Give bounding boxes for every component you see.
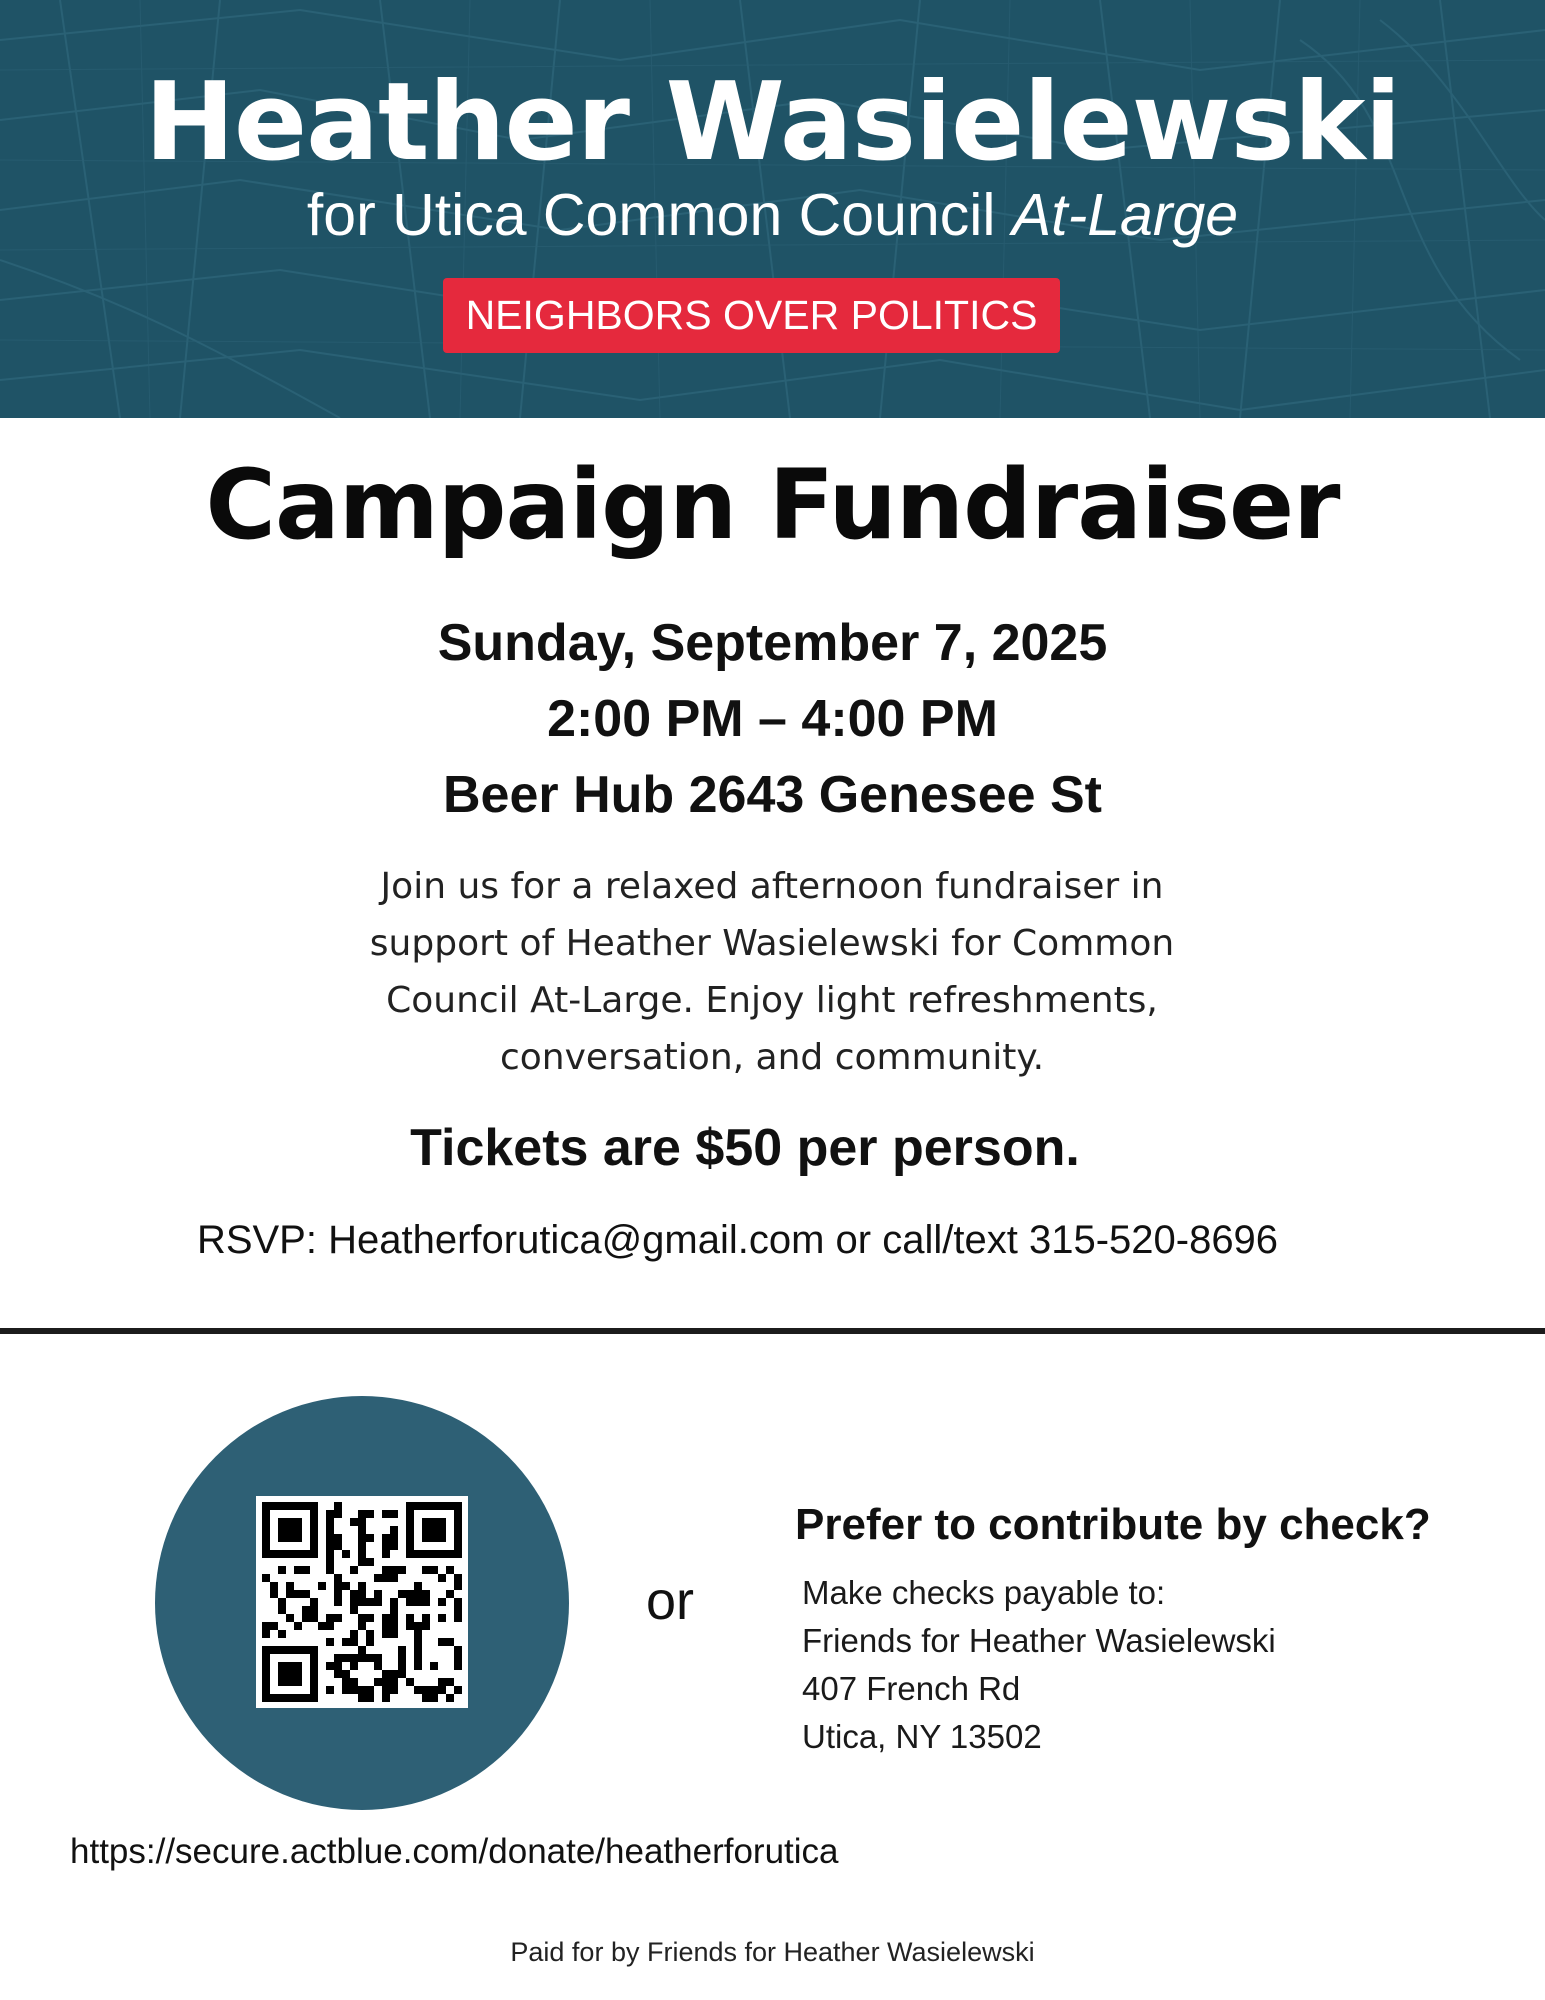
check-heading: Prefer to contribute by check?	[795, 1500, 1431, 1549]
page-title: Campaign Fundraiser	[205, 449, 1340, 561]
or-label: or	[645, 1571, 694, 1631]
check-payable-label: Make checks payable to:	[802, 1574, 1166, 1611]
check-address-city: Utica, NY 13502	[802, 1718, 1042, 1755]
check-address-street: 407 French Rd	[802, 1670, 1021, 1707]
rsvp-contact: RSVP: Heatherforutica@gmail.com or call/text 315-520-8696	[196, 1218, 1279, 1262]
paid-for-disclaimer: Paid for by Friends for Heather Wasielewski	[510, 1937, 1035, 1967]
office-subtitle-emphasis: At-Large	[1011, 182, 1239, 248]
event-date: Sunday, September 7, 2025	[437, 614, 1108, 672]
ticket-price: Tickets are $50 per person.	[410, 1119, 1080, 1177]
check-payee: Friends for Heather Wasielewski	[802, 1622, 1276, 1659]
section-divider	[0, 1328, 1545, 1334]
event-description: Join us for a relaxed afternoon fundraiser in support of Heather Wasielewski for Common Council At-Large. Enjoy light refreshments, conversation, and community.	[369, 866, 1175, 1078]
event-time: 2:00 PM – 4:00 PM	[547, 690, 998, 748]
donation-url-link[interactable]: https://secure.actblue.com/donate/heatherforutica	[70, 1832, 839, 1871]
office-subtitle	[0, 180, 1545, 251]
office-subtitle-prefix: for Utica Common Council	[306, 182, 1012, 248]
event-location: Beer Hub 2643 Genesee St	[443, 766, 1102, 824]
header-banner	[0, 0, 1545, 418]
donation-qr-code[interactable]	[256, 1496, 468, 1708]
qr-code-icon	[256, 1496, 468, 1708]
candidate-name: Heather Wasielewski	[144, 60, 1401, 185]
tagline-badge: NEIGHBORS OVER POLITICS	[443, 278, 1060, 353]
